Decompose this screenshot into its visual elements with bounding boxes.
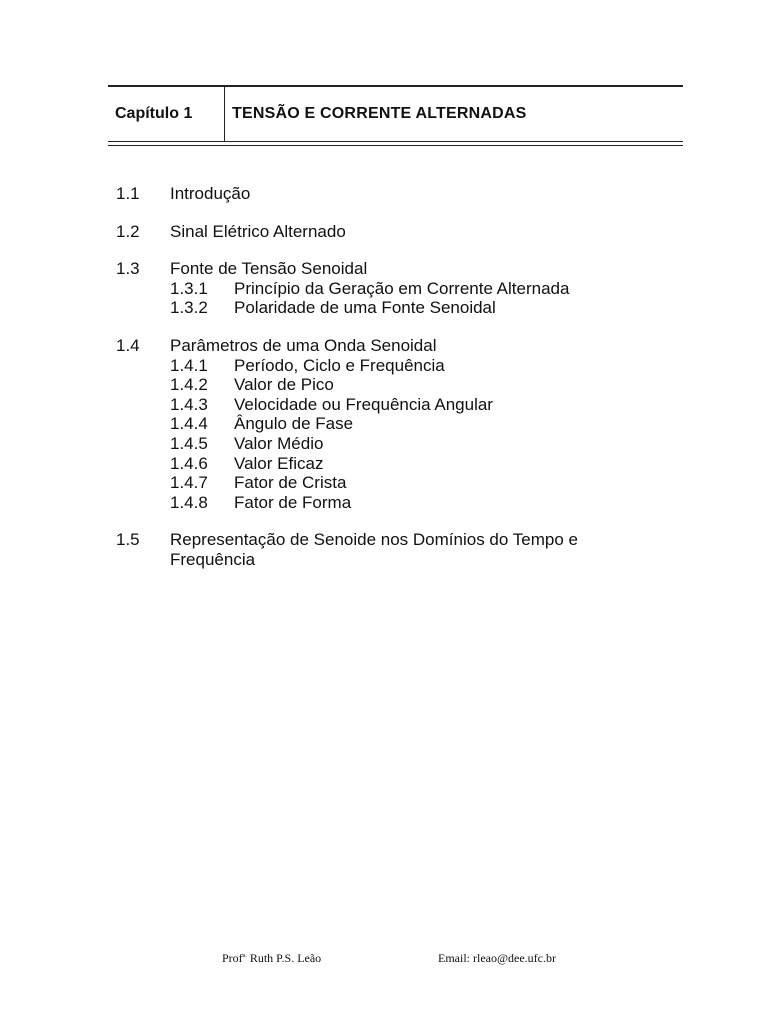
toc-subsection-number: 1.4.3 (170, 394, 208, 414)
toc-section-number: 1.1 (116, 184, 140, 203)
toc-subsection-title: Princípio da Geração em Corrente Alternada (234, 278, 570, 298)
toc-section-number: 1.3 (116, 259, 140, 279)
toc-subsection-title: Valor Eficaz (234, 453, 324, 473)
toc-subentry (116, 395, 676, 415)
toc-section-number: 1.4 (116, 335, 140, 355)
toc-subsection-number: 1.4.5 (170, 433, 208, 453)
header-top-rule (108, 85, 683, 87)
toc-subentry (116, 356, 676, 376)
toc-subsection-title: Valor de Pico (234, 375, 334, 395)
toc-subsection-number: 1.3.2 (170, 298, 208, 318)
toc-subsection-title: Valor Médio (234, 433, 324, 453)
header-bottom-rule-double (108, 145, 683, 146)
toc-subsection-number: 1.4.6 (170, 453, 208, 473)
toc-entry (116, 336, 676, 356)
toc-section (116, 259, 676, 318)
author-sup: a. (242, 953, 247, 959)
toc-subsection-number: 1.4.4 (170, 414, 208, 434)
toc-subentry (116, 279, 676, 299)
footer-author (222, 951, 321, 966)
table-of-contents (116, 184, 676, 588)
toc-subsection-number: 1.4.7 (170, 473, 208, 493)
toc-section (116, 530, 676, 569)
toc-subsection-number: 1.4.1 (170, 355, 208, 375)
toc-subsection-title: Polaridade de uma Fonte Senoidal (234, 298, 496, 318)
footer-email: Email: rleao@dee.ufc.br (438, 951, 556, 965)
chapter-label: Capítulo 1 (115, 105, 193, 122)
toc-entry (116, 184, 676, 204)
toc-subsection-number: 1.3.1 (170, 278, 208, 298)
toc-subentry (116, 493, 676, 513)
toc-subsection-title: Velocidade ou Frequência Angular (234, 394, 493, 414)
toc-subsection-title: Fator de Crista (234, 473, 347, 493)
toc-subsection-number: 1.4.8 (170, 492, 208, 512)
chapter-title: TENSÃO E CORRENTE ALTERNADAS (232, 105, 527, 122)
toc-subsection-title: Fator de Forma (234, 492, 352, 512)
toc-subentry (116, 375, 676, 395)
toc-section (116, 184, 676, 204)
toc-subsection-number: 1.4.2 (170, 375, 208, 395)
header-bottom-rule (108, 141, 683, 142)
toc-section-title: Parâmetros de uma Onda Senoidal (170, 335, 437, 355)
toc-entry (116, 222, 676, 242)
toc-section (116, 336, 676, 512)
toc-subentry (116, 414, 676, 434)
chapter-header (108, 85, 683, 145)
toc-entry (116, 530, 676, 550)
header-divider (224, 85, 225, 142)
toc-section-title: Sinal Elétrico Alternado (170, 221, 346, 241)
toc-entry (116, 259, 676, 279)
toc-subentry (116, 473, 676, 493)
toc-section-title-continued: Frequência (170, 549, 256, 569)
toc-section (116, 222, 676, 242)
toc-section-number: 1.2 (116, 221, 140, 241)
author-name: Ruth P.S. Leão (249, 951, 322, 965)
author-prefix: Prof (222, 951, 243, 965)
toc-section-title: Introdução (170, 184, 251, 203)
toc-subentry (116, 298, 676, 318)
toc-section-number: 1.5 (116, 530, 140, 550)
toc-section-title: Representação de Senoide nos Domínios do Tempo e (170, 530, 578, 550)
toc-subsection-title: Período, Ciclo e Frequência (234, 355, 445, 375)
toc-subsection-title: Ângulo de Fase (234, 414, 354, 434)
toc-subentry (116, 434, 676, 454)
toc-section-title: Fonte de Tensão Senoidal (170, 259, 368, 279)
toc-subentry (116, 454, 676, 474)
